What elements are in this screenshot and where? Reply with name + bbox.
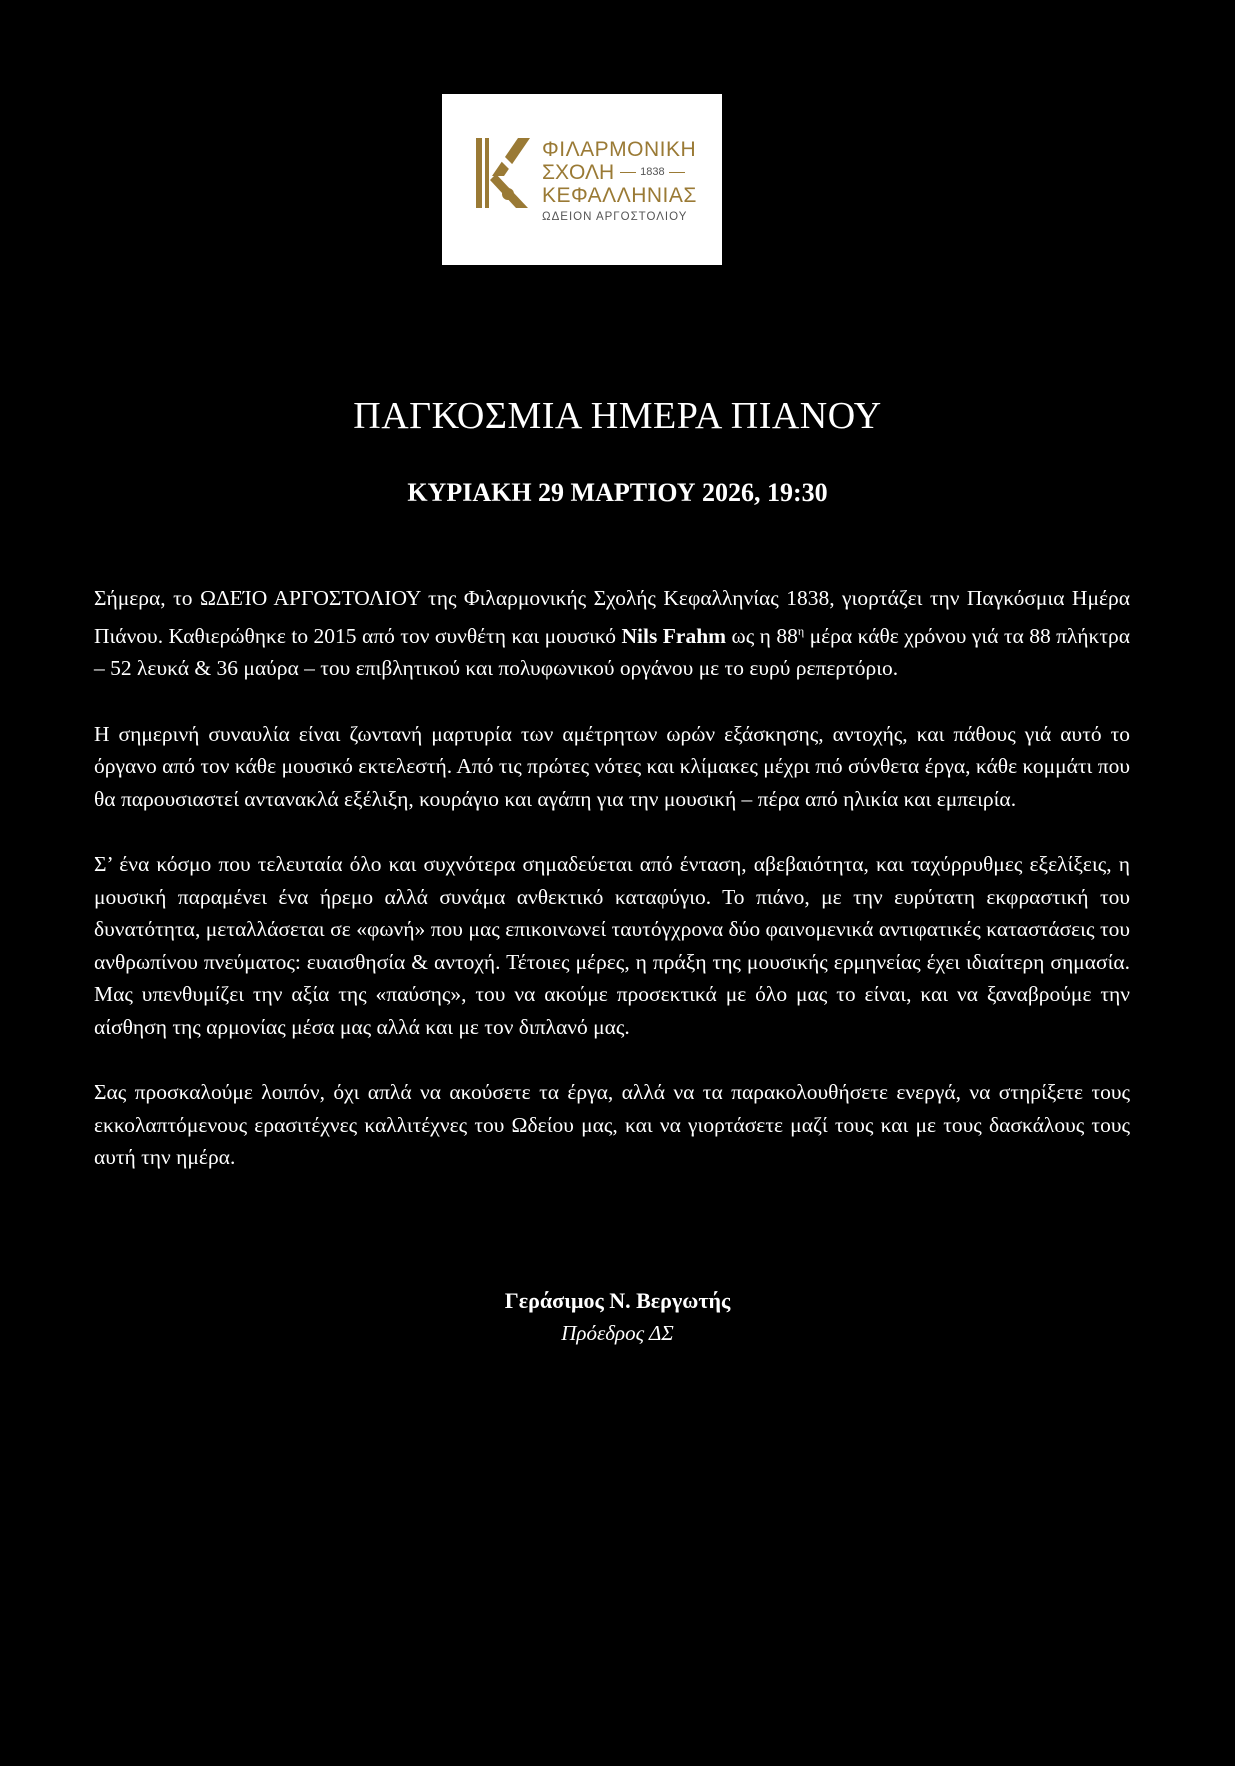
paragraph-1-superscript: η: [797, 623, 805, 638]
signature-block: [0, 1285, 1235, 1349]
signature-role: Πρόεδρος ΔΣ: [561, 1321, 674, 1345]
paragraph-1: [94, 582, 1130, 685]
page-title: ΠΑΓΚΟΣΜΙΑ ΗΜΕΡΑ ΠΙΑΝΟΥ: [353, 395, 882, 437]
signature-name: Γεράσιμος Ν. Βεργωτής: [504, 1288, 731, 1313]
logo-line-3: ΚΕΦΑΛΛΗΝΙΑΣ: [542, 184, 697, 207]
logo-dash-right: [669, 172, 685, 173]
school-emblem-icon: [474, 136, 534, 210]
logo-year: 1838: [640, 166, 665, 178]
body-text: [94, 582, 1130, 1207]
logo-wordmark: [542, 138, 697, 223]
event-date: ΚΥΡΙΑΚΗ 29 ΜΑΡΤΙΟΥ 2026, 19:30: [407, 478, 828, 507]
logo-box: [442, 94, 722, 265]
paragraph-4: Σας προσκαλούμε λοιπόν, όχι απλά να ακούσετε τα έργα, αλλά να τα παρακολουθήσετε ενεργά, να στηρίξετε τους εκκολαπτόμενους ερασιτέχνες καλλιτέχνες του Ωδείου μας, και να γιορτάσετε μαζί τους και με τους δασκάλους τους αυτή την ημέρα.: [94, 1080, 1130, 1170]
paragraph-3: Σ’ ένα κόσμο που τελευταία όλο και συχνότερα σημαδεύεται από ένταση, αβεβαιότητα, και ταχύρρυθμες εξελίξεις, η μουσική παραμένει ένα ήρεμο αλλά συνάμα ανθεκτικό καταφύγιο. Το πιάνο, με την ευρύτατη εκφραστική του δυνατότητα, μεταλλάσεται σε «φωνή» που μας επικοινωνεί ταυτόγχρονα δύο φαινομενικά αντιφατικές καταστάσεις του ανθρωπίνου πνεύματος: ευαισθησία & αντοχή. Τέτοιες μέρες, η πράξη της μουσικής ερμηνείας έχει ιδιαίτερη σημασία. Μας υπενθυμίζει την αξία της «παύσης», του να ακούμε προσεκτικά με όλο μας το είναι, και να ξαναβρούμε την αίσθηση της αρμονίας μέσα μας αλλά και με τον διπλανό μας.: [94, 852, 1130, 1039]
logo-dash-left: [620, 172, 636, 173]
logo-line-2: [542, 161, 697, 184]
logo-year-group: [620, 161, 684, 184]
paragraph-1-bold-name: Nils Frahm: [621, 623, 727, 648]
paragraph-1-before: Σήμερα, το ΩΔΕΊΟ ΑΡΓΟΣΤΟΛΙΟΥ της Φιλαρμονικής Σχολής Κεφαλληνίας 1838, γιορτάζει την Παγκόσμια Ημέρα Πιάνου. Καθιερώθηκε to 2015 από τον συνθέτη και μουσικό: [94, 586, 1130, 648]
paragraph-1-middle: ως η 88: [726, 623, 798, 648]
logo-line-2-text: ΣΧΟΛΗ: [542, 161, 615, 184]
paragraph-1-after: μέρα κάθε χρόνου γιά τα 88 πλήκτρα – 52 λευκά & 36 μαύρα – του επιβλητικού και πολυφωνικού οργάνου με το ευρύ ρεπερτόριο.: [94, 623, 1130, 681]
logo-line-1: ΦΙΛΑΡΜΟΝΙΚΗ: [542, 138, 697, 161]
paragraph-2: Η σημερινή συναυλία είναι ζωντανή μαρτυρία των αμέτρητων ωρών εξάσκησης, αντοχής, και πάθους γιά αυτό το όργανο από τον κάθε μουσικό εκτελεστή. Από τις πρώτες νότες και κλίμακες μέχρι πιό σύνθετα έργα, κάθε κομμάτι που θα παρουσιαστεί αντανακλά εξέλιξη, κουράγιο και αγάπη για την μουσική – πέρα από ηλικία και εμπειρία.: [94, 721, 1130, 811]
logo-line-4: ΩΔΕΙΟΝ ΑΡΓΟΣΤΟΛΙΟΥ: [542, 211, 688, 223]
